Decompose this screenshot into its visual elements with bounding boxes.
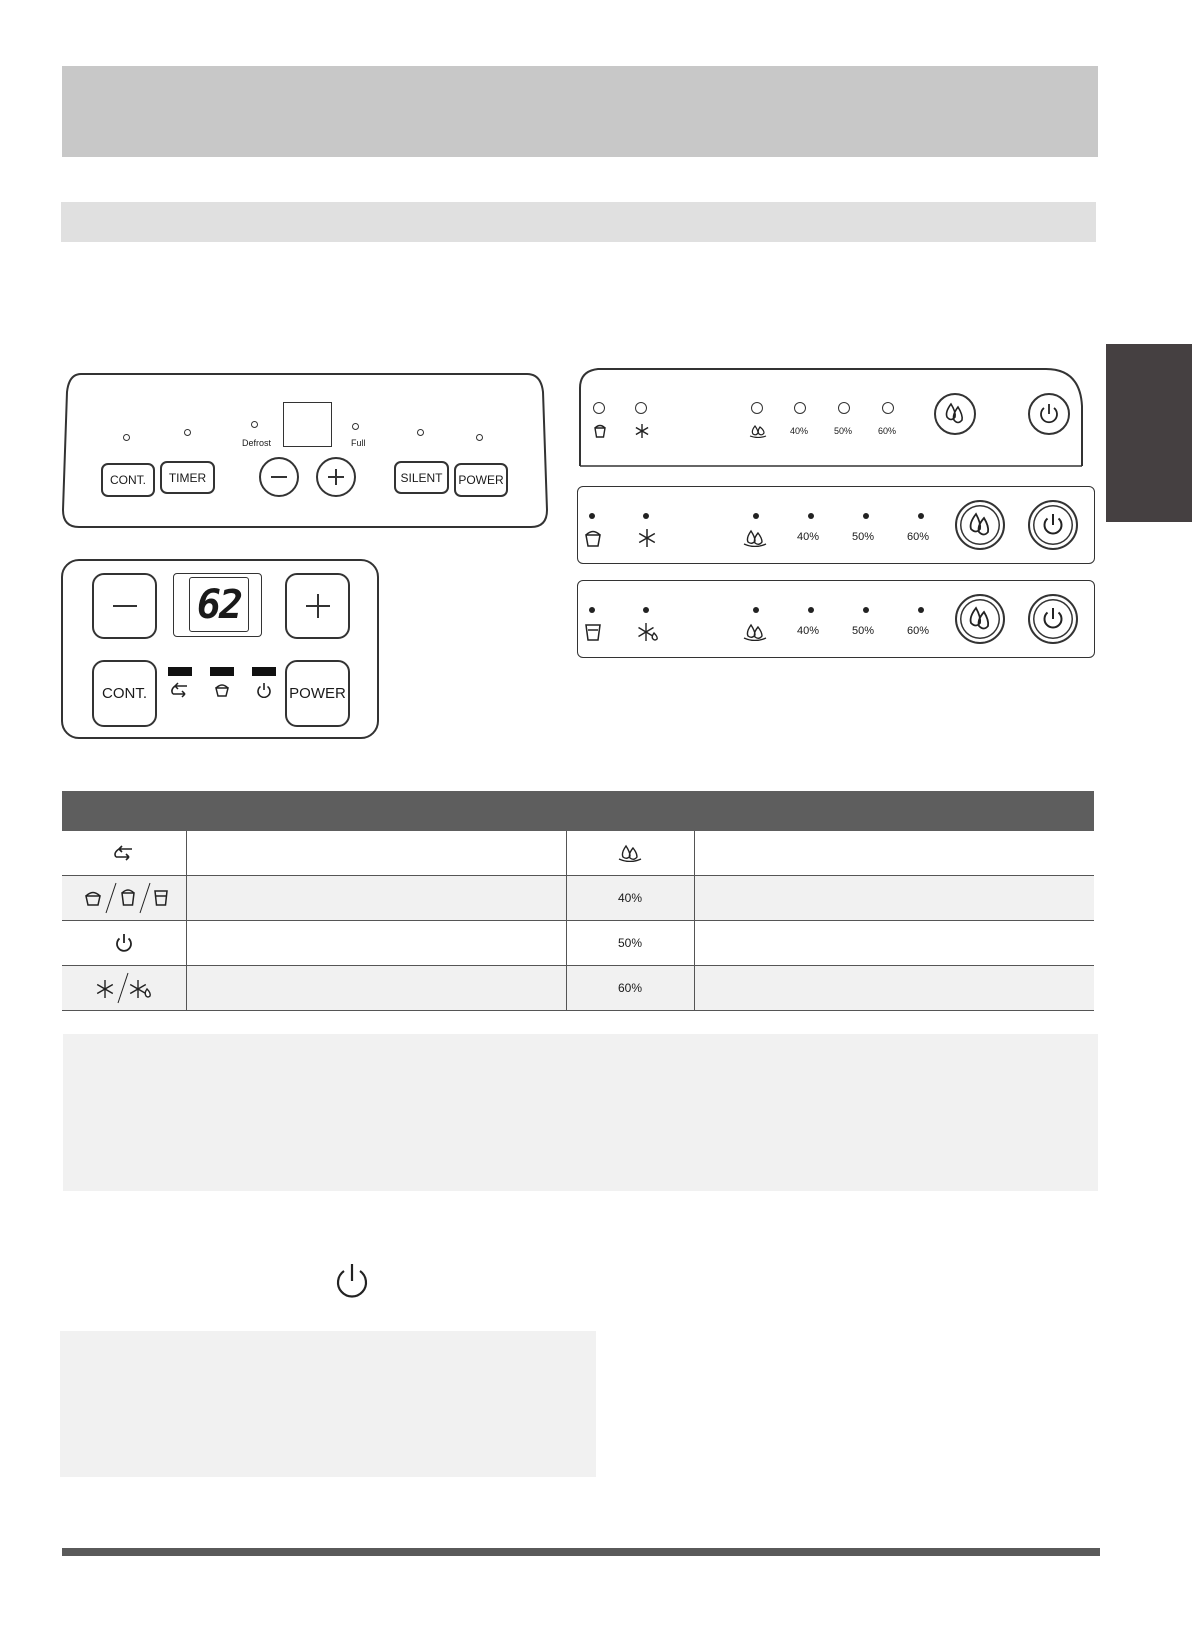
timer-button[interactable]: TIMER	[160, 461, 215, 494]
defrost-icon	[637, 622, 659, 642]
power-button[interactable]	[1028, 594, 1078, 644]
label-50: 50%	[852, 625, 875, 637]
led-40	[794, 402, 806, 414]
label-50: 50%	[852, 531, 875, 543]
icon-cell	[566, 831, 694, 876]
humidity-button[interactable]	[955, 594, 1005, 644]
plus-icon	[303, 591, 333, 621]
table-row	[62, 966, 1094, 1011]
full-indicator-led	[352, 423, 359, 430]
power-button[interactable]	[1028, 393, 1070, 435]
control-panel-c	[576, 366, 1086, 470]
silent-button[interactable]: SILENT	[394, 461, 449, 494]
control-panel-d	[577, 486, 1095, 564]
led-40	[808, 513, 814, 519]
label-40: 40%	[797, 625, 820, 637]
bucket-icons	[74, 881, 174, 915]
led-60	[918, 607, 924, 613]
cont-button[interactable]: CONT.	[101, 463, 155, 497]
cont-indicator-led	[123, 434, 130, 441]
humidity-icon	[749, 424, 767, 438]
icon-cell	[62, 921, 186, 966]
note-box	[63, 1034, 1098, 1191]
table-row	[62, 921, 1094, 966]
defrost-led	[643, 513, 649, 519]
value-cell: 40%	[566, 876, 694, 921]
humidity-button[interactable]	[934, 393, 976, 435]
minus-icon	[269, 467, 289, 487]
continuous-indicator	[168, 667, 192, 676]
power-button[interactable]	[1028, 500, 1078, 550]
section-band	[61, 202, 1096, 242]
bucket-icon	[593, 424, 607, 438]
defrost-led	[643, 607, 649, 613]
power-icon	[114, 933, 134, 953]
label-60: 60%	[907, 531, 930, 543]
control-panel-b	[61, 559, 379, 739]
table-header-row	[62, 791, 1094, 831]
led-60	[882, 402, 894, 414]
description-cell	[694, 831, 1094, 876]
led-50	[838, 402, 850, 414]
defrost-icons	[94, 971, 154, 1005]
defrost-label: Defrost	[242, 438, 272, 448]
power-button[interactable]: POWER	[454, 463, 508, 497]
footer-rule	[62, 1548, 1100, 1556]
power-indicator	[252, 667, 276, 676]
label-40: 40%	[790, 426, 809, 436]
label-60: 60%	[878, 426, 897, 436]
description-cell	[186, 876, 566, 921]
minus-button[interactable]	[92, 573, 157, 639]
description-cell	[186, 921, 566, 966]
humidity-led	[753, 607, 759, 613]
label-40: 40%	[797, 531, 820, 543]
plus-button[interactable]	[285, 573, 350, 639]
description-cell	[186, 966, 566, 1011]
table-row	[62, 876, 1094, 921]
minus-icon	[110, 591, 140, 621]
chapter-tab	[1106, 344, 1192, 522]
description-cell	[186, 831, 566, 876]
power-button[interactable]: POWER	[285, 660, 350, 727]
display-window	[283, 402, 332, 447]
tank-led	[589, 607, 595, 613]
humidity-readout: 62	[196, 581, 242, 628]
bucket-led	[593, 402, 605, 414]
continuous-icon	[111, 845, 137, 861]
full-label: Full	[351, 438, 366, 448]
drops-icon	[942, 401, 968, 427]
power-icon	[333, 1262, 371, 1300]
humidity-icon	[743, 623, 767, 641]
defrost-indicator-led	[251, 421, 258, 428]
power-icon	[1037, 402, 1061, 426]
humidity-icon	[743, 529, 767, 547]
drops-icon	[966, 511, 994, 539]
description-cell	[694, 921, 1094, 966]
description-cell	[694, 966, 1094, 1011]
display-frame	[173, 573, 262, 637]
cont-button[interactable]: CONT.	[92, 660, 157, 727]
value-cell: 60%	[566, 966, 694, 1011]
bucket-icon	[584, 529, 602, 547]
plus-button[interactable]	[316, 457, 356, 497]
control-panel-e	[577, 580, 1095, 658]
led-60	[918, 513, 924, 519]
table-row	[62, 831, 1094, 876]
value-cell: 50%	[566, 921, 694, 966]
continuous-icon	[168, 682, 192, 698]
power-icon	[256, 682, 272, 698]
led-50	[863, 513, 869, 519]
indicator-legend-table	[62, 791, 1094, 1011]
power-icon	[1040, 512, 1066, 538]
defrost-led	[635, 402, 647, 414]
snowflake-icon	[637, 528, 657, 548]
description-cell	[694, 876, 1094, 921]
bucket-icon	[214, 683, 230, 697]
water-tank-icon	[584, 623, 602, 641]
silent-indicator-led	[417, 429, 424, 436]
humidity-button[interactable]	[955, 500, 1005, 550]
icon-cell	[62, 831, 186, 876]
drops-icon	[966, 605, 994, 633]
note-box	[60, 1331, 596, 1477]
humidity-icon	[618, 844, 642, 862]
timer-indicator-led	[184, 429, 191, 436]
led-50	[863, 607, 869, 613]
bucket-led	[589, 513, 595, 519]
plus-icon	[326, 467, 346, 487]
icon-cell	[62, 876, 186, 921]
bucket-indicator	[210, 667, 234, 676]
led-40	[808, 607, 814, 613]
minus-button[interactable]	[259, 457, 299, 497]
label-60: 60%	[907, 625, 930, 637]
power-indicator-led	[476, 434, 483, 441]
icon-cell	[62, 966, 186, 1011]
snowflake-icon	[634, 423, 650, 439]
header-band	[62, 66, 1098, 157]
display-screen	[189, 577, 249, 632]
humidity-led	[753, 513, 759, 519]
humidity-led	[751, 402, 763, 414]
label-50: 50%	[834, 426, 853, 436]
power-icon	[1040, 606, 1066, 632]
control-panel-a	[61, 372, 548, 530]
